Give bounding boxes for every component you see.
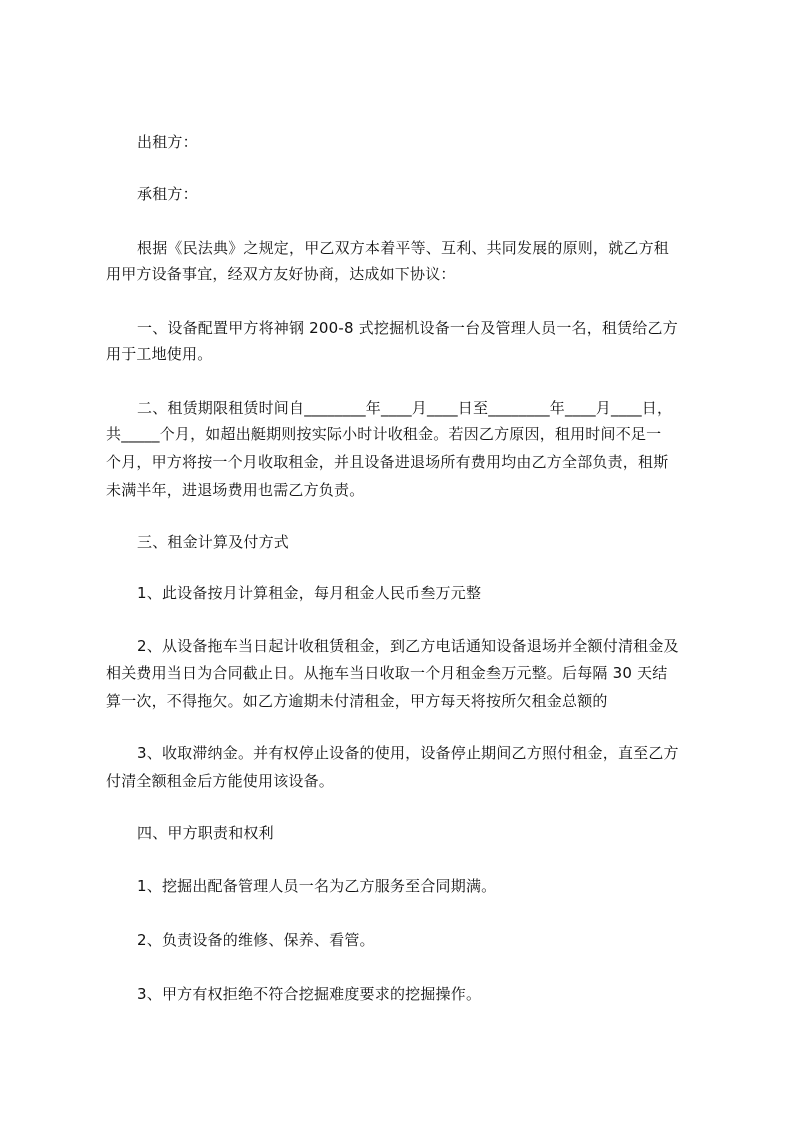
section4-item-2: 2、负责设备的维修、保养、看管。 [137, 931, 375, 949]
section1-line-2: 用于工地使用。 [106, 345, 213, 363]
intro-line-1: 根据《民法典》之规定，甲乙双方本着平等、互利、共同发展的原则，就乙方租 [137, 239, 670, 257]
section2-line-1: 二、租赁期限租赁时间自________年____月____日至________年____月____日， [137, 399, 673, 417]
section3-item-3-line-2: 付清全额租金后方能使用该设备。 [106, 772, 335, 790]
section3-item-1: 1、此设备按月计算租金，每月租金人民币叁万元整 [137, 584, 482, 602]
section2-line-4: 未满半年，进退场费用也需乙方负责。 [106, 481, 365, 499]
section3-item-2-line-1: 2、从设备拖车当日起计收租赁租金，到乙方电话通知设备退场并全额付清租金及 [137, 637, 679, 655]
lessor-label: 出租方： [137, 133, 198, 151]
section3-item-2-line-2: 相关费用当日为合同截止日。从拖车当日收取一个月租金叁万元整。后每隔 30 天结 [106, 664, 668, 682]
lessee-label: 承租方： [137, 185, 198, 203]
section3-item-3-line-1: 3、收取滞纳金。并有权停止设备的使用，设备停止期间乙方照付租金，直至乙方 [137, 744, 679, 762]
section3-item-2-line-3: 算一次，不得拖欠。如乙方逾期未付清租金，甲方每天将按所欠租金总额的 [106, 692, 608, 710]
section1-line-1: 一、设备配置甲方将神钢 200-8 式挖掘机设备一台及管理人员一名，租赁给乙方 [137, 319, 678, 337]
section4-item-3: 3、甲方有权拒绝不符合挖掘难度要求的挖掘操作。 [137, 985, 482, 1003]
section4-item-1: 1、挖掘出配备管理人员一名为乙方服务至合同期满。 [137, 877, 497, 895]
section2-line-3: 个月，甲方将按一个月收取租金，并且设备进退场所有费用均由乙方全部负责，租斯 [106, 453, 669, 471]
section2-line-2: 共_____个月，如超出艇期则按实际小时计收租金。若因乙方原因，租用时间不足一 [106, 425, 662, 443]
intro-line-2: 用甲方设备事宜，经双方友好协商，达成如下协议： [106, 265, 456, 283]
section4-title: 四、甲方职责和权利 [137, 824, 274, 842]
section3-title: 三、租金计算及付方式 [137, 533, 290, 551]
